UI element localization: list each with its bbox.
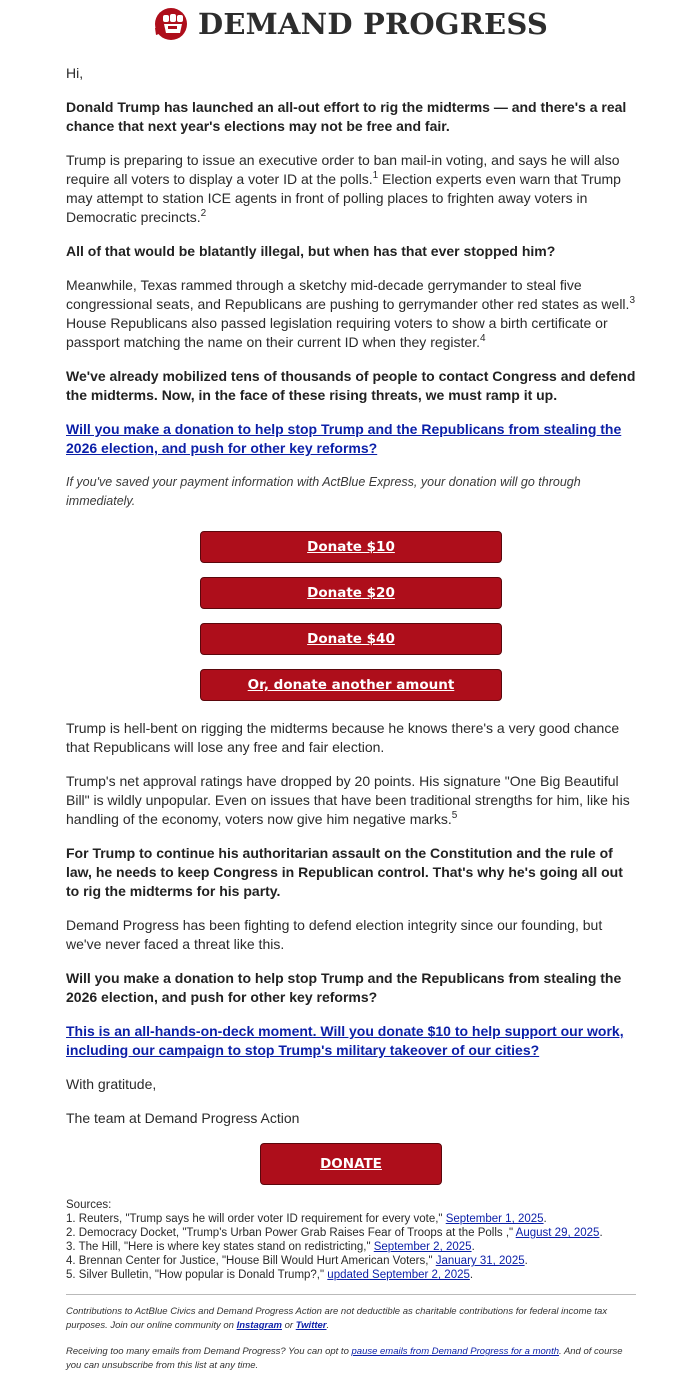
logo-wordmark: DEMAND PROGRESS [198, 7, 548, 41]
pause-emails-link[interactable]: pause emails from Demand Progress for a month [351, 1346, 560, 1357]
paragraph-approval: Trump's net approval ratings have dropped by 20 points. His signature "One Big Beautiful Bill" is wildly unpopular. Even on issues that have been traditional strengths for him, like his handling of the economy, voters now give him negative marks.$^5$ [66, 773, 630, 827]
paragraph-illegal: All of that would be blatantly illegal, but when has that ever stopped him? [66, 243, 556, 259]
footer-tax-note: Contributions to ActBlue Civics and Demand Progress Action are not deductible as charitable contributions for federal income tax purposes. Join our online community on Instagram or Twitter. [66, 1306, 608, 1331]
donation-cta-link-2[interactable]: This is an all-hands-on-deck moment. Will you donate $10 to help support our work, including our campaign to stop Trump's military takeover of our cities? [66, 1023, 624, 1058]
source-link[interactable]: September 1, 2025 [445, 1213, 544, 1225]
footer-unsubscribe-note: Receiving too many emails from Demand Progress? You can opt to pause emails from Demand Progress for a month. And of course you can unsubscribe from this list at any time. [66, 1346, 623, 1371]
sources-heading: Sources: [66, 1199, 112, 1211]
source-item: 5. Silver Bulletin, "How popular is Donald Trump?," updated September 2, 2025. [66, 1269, 474, 1281]
paragraph-ask: Will you make a donation to help stop Trump and the Republicans from stealing the 2026 election, and push for other key reforms? [66, 970, 622, 1005]
paragraph-gerrymander: Meanwhile, Texas rammed through a sketchy mid-decade gerrymander to steal five congressional seats, and Republicans are pushing to gerrymander other red states as well.$^3$ House Republicans also passed legislation requiring voters to show a birth certificate or passport matching the name on their current ID when they register.$^4$ [66, 277, 635, 350]
paragraph-executive-order: Trump is preparing to issue an executive order to ban mail-in voting, and says he will also require all voters to display a voter ID at the polls.$^1$ Election experts even warn that Trump may attempt to station ICE agents in front of polling places to frighten away voters in Democratic precincts.$^2$ [66, 152, 621, 225]
footer [66, 1305, 636, 1373]
paragraph-mobilized: We've already mobilized tens of thousands of people to contact Congress and defend the midterms. Now, in the face of these rising threats, we must ramp it up. [66, 368, 636, 403]
source-link[interactable]: updated September 2, 2025 [327, 1269, 470, 1281]
donate-10-button[interactable]: Donate $10 [200, 531, 502, 563]
source-link[interactable]: August 29, 2025 [515, 1227, 600, 1239]
source-item: 3. The Hill, "Here is where key states stand on redistricting," September 2, 2025. [66, 1241, 475, 1253]
donate-buttons [66, 531, 636, 701]
greeting: Hi, [66, 65, 84, 81]
paragraph-fighting: Demand Progress has been fighting to defend election integrity since our founding, but we've never faced a threat like this. [66, 917, 603, 952]
source-item: 4. Brennan Center for Justice, "House Bill Would Hurt American Voters," January 31, 2025. [66, 1255, 528, 1267]
source-link[interactable]: January 31, 2025 [435, 1255, 525, 1267]
donate-20-button[interactable]: Donate $20 [200, 577, 502, 609]
donate-other-amount-button[interactable]: Or, donate another amount [200, 669, 502, 701]
email-body [66, 64, 636, 1385]
donate-40-button[interactable]: Donate $40 [200, 623, 502, 655]
donate-main-button[interactable]: DONATE [260, 1143, 442, 1185]
paragraph-authoritarian: For Trump to continue his authoritarian assault on the Constitution and the rule of law, he needs to keep Congress in Republican control. That's why he's going all out to rig the midterms for his party. [66, 845, 623, 899]
twitter-link[interactable]: Twitter [295, 1320, 327, 1331]
actblue-note: If you've saved your payment information with ActBlue Express, your donation will go through immediately. [66, 475, 581, 508]
signature: The team at Demand Progress Action [66, 1110, 300, 1126]
instagram-link[interactable]: Instagram [236, 1320, 282, 1331]
fist-icon [152, 6, 192, 42]
intro-paragraph: Donald Trump has launched an all-out effort to rig the midterms — and there's a real chance that next year's elections may not be free and fair. [66, 99, 627, 134]
sources-list [66, 1198, 636, 1282]
signoff: With gratitude, [66, 1076, 157, 1092]
source-item: 1. Reuters, "Trump says he will order voter ID requirement for every vote," September 1, 2025. [66, 1213, 547, 1225]
paragraph-hell-bent: Trump is hell-bent on rigging the midterms because he knows there's a very good chance that Republicans will lose any free and fair election. [66, 720, 620, 755]
donation-cta-link-1[interactable]: Will you make a donation to help stop Trump and the Republicans from stealing the 2026 election, and push for other key reforms? [66, 421, 622, 456]
footer-divider [66, 1294, 636, 1295]
header-logo[interactable] [0, 0, 700, 46]
source-item: 2. Democracy Docket, "Trump's Urban Power Grab Raises Fear of Troops at the Polls ," August 29, 2025. [66, 1227, 603, 1239]
source-link[interactable]: September 2, 2025 [373, 1241, 472, 1253]
